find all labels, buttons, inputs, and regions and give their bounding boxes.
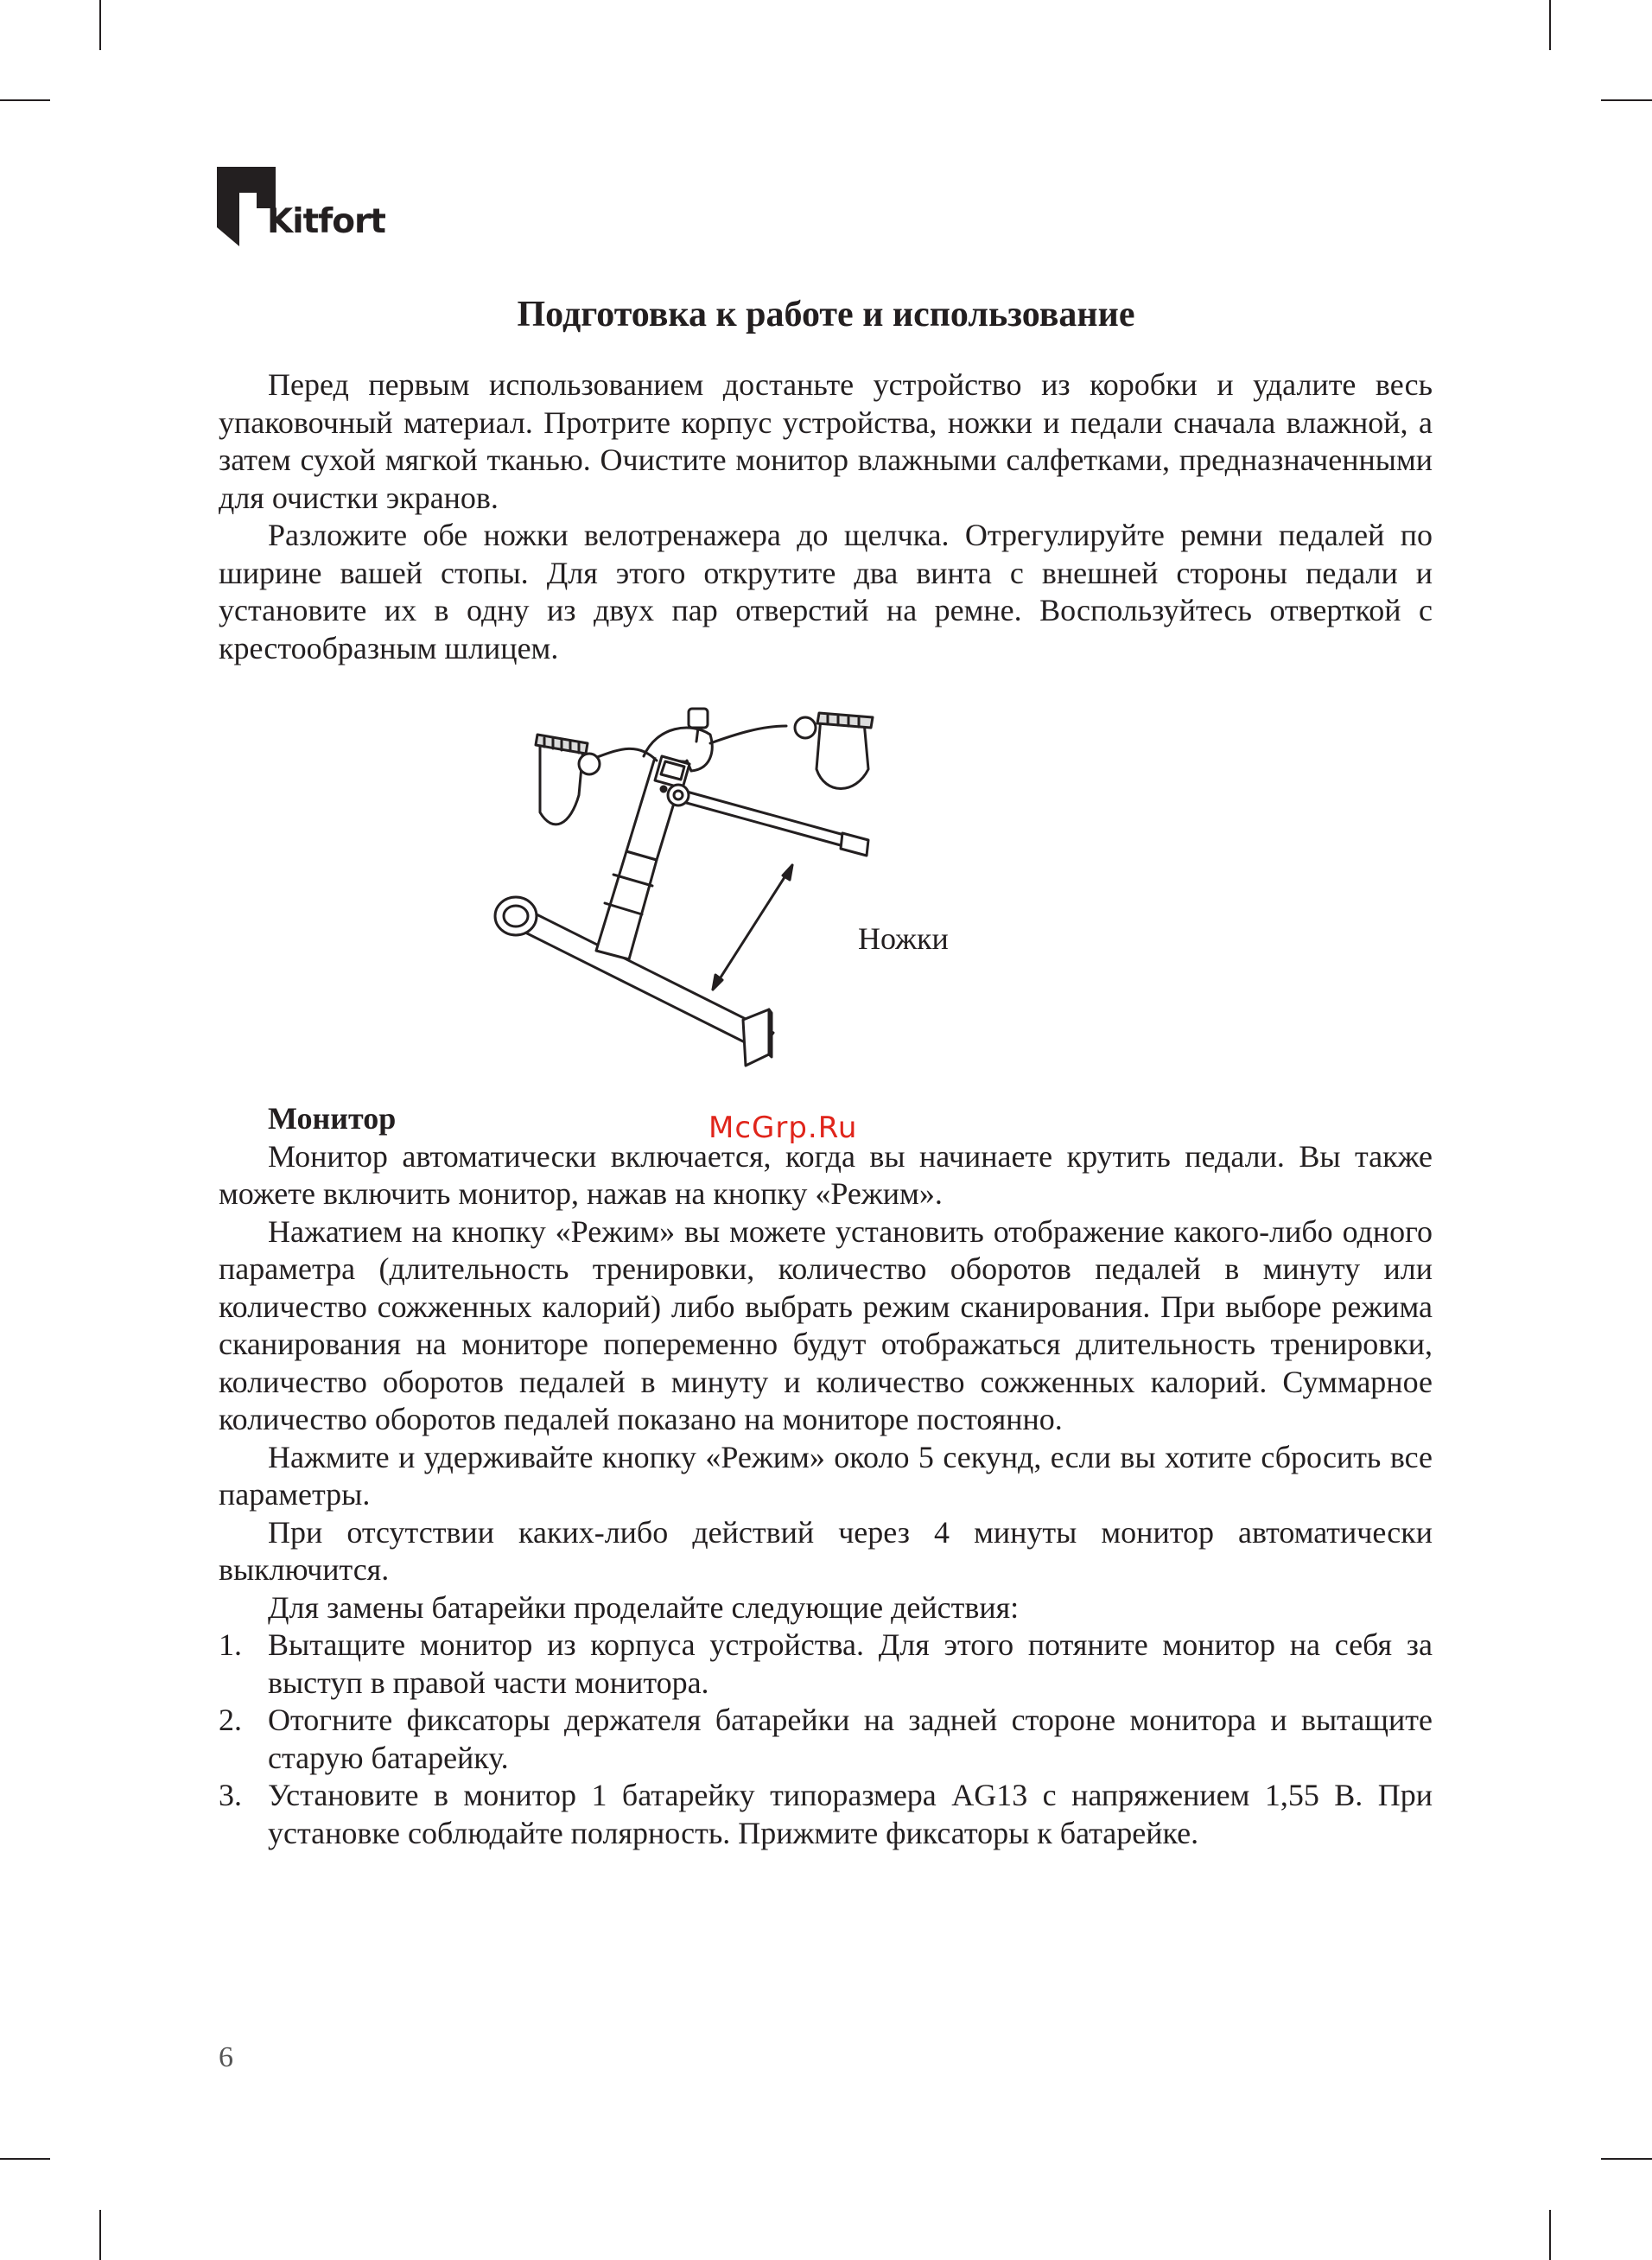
crop-mark — [1549, 2210, 1551, 2260]
step-text: Вытащите монитор из корпуса устройства. Для этого потяните монитор на себя за выступ в правой части монитора. — [268, 1627, 1433, 1700]
section-heading: Монитор — [268, 1101, 397, 1136]
list-item — [219, 1777, 1433, 1852]
monitor-section — [219, 1100, 1433, 1852]
paragraph: При отсутствии каких-либо действий через 4 минуты монитор автоматически выключится. — [219, 1514, 1433, 1587]
paragraph: Нажатием на кнопку «Режим» вы можете установить отображение какого-либо одного параметра (длительность тренировки, количество оборотов педалей в минуту или количество сожженных калорий) либо выбрать режим сканирования. При выборе режима сканирования на мониторе попеременно будут отображаться длительность тренировки, количество оборотов педалей в минуту и количество сожженных калорий. Суммарное количество оборотов педалей показано на мониторе постоянно. — [219, 1213, 1433, 1436]
paragraph: Монитор автоматически включается, когда вы начинаете крутить педали. Вы также можете включить монитор, нажав на кнопку «Режим». — [219, 1138, 1433, 1211]
page-number: 6 — [219, 2041, 233, 2073]
paragraph: Для замены батарейки проделайте следующие действия: — [268, 1589, 1020, 1625]
crop-mark — [99, 0, 101, 50]
step-number: 3. — [219, 1778, 242, 1812]
crop-mark — [1601, 99, 1652, 101]
rear-leg — [668, 785, 868, 856]
crop-mark — [0, 2158, 50, 2160]
crop-mark — [1601, 2158, 1652, 2160]
figure-label: Ножки — [858, 921, 949, 956]
crop-mark — [99, 2210, 101, 2260]
bike-body — [596, 709, 712, 959]
brand-name: Kitfort — [267, 202, 385, 241]
intro-section — [219, 366, 1433, 667]
crop-mark — [0, 99, 50, 101]
steps-list — [219, 1627, 1433, 1852]
legs-arrow — [713, 865, 792, 990]
paragraph: Нажмите и удерживайте кнопку «Режим» около 5 секунд, если вы хотите сбросить все параметры. — [219, 1439, 1433, 1512]
right-arm — [710, 726, 786, 743]
watermark: McGrp.Ru — [708, 1111, 858, 1145]
left-pedal — [536, 735, 600, 824]
brand-logo — [217, 167, 390, 253]
page-title: Подготовка к работе и использование — [517, 295, 1135, 334]
step-text: Установите в монитор 1 батарейку типоразмера AG13 с напряжением 1,55 В. При установке соблюдайте полярность. Прижмите фиксаторы к батарейке. — [268, 1778, 1433, 1850]
step-text: Отогните фиксаторы держателя батарейки на задней стороне монитора и вытащите старую батарейку. — [268, 1703, 1433, 1775]
mini-exercise-bike-illustration — [484, 674, 968, 1089]
paragraph: Перед первым использованием достаньте устройство из коробки и удалите весь упаковочный материал. Протрите корпус устройства, ножки и педали сначала влажной, а затем сухой мягкой тканью. Очистите монитор влажными салфетками, предназначенными для очистки экранов. — [219, 367, 1433, 515]
paragraph: Разложите обе ножки велотренажера до щелчка. Отрегулируйте ремни педалей по ширине вашей стопы. Для этого открутите два винта с внешней стороны педали и установите их в одну из двух пар отверстий на ремне. Воспользуйтесь отверткой с крестообразным шлицем. — [219, 518, 1433, 665]
crop-mark — [1549, 0, 1551, 50]
step-number: 1. — [219, 1627, 242, 1662]
step-number: 2. — [219, 1703, 242, 1737]
list-item — [219, 1702, 1433, 1777]
right-pedal — [795, 713, 873, 789]
list-item — [219, 1627, 1433, 1702]
